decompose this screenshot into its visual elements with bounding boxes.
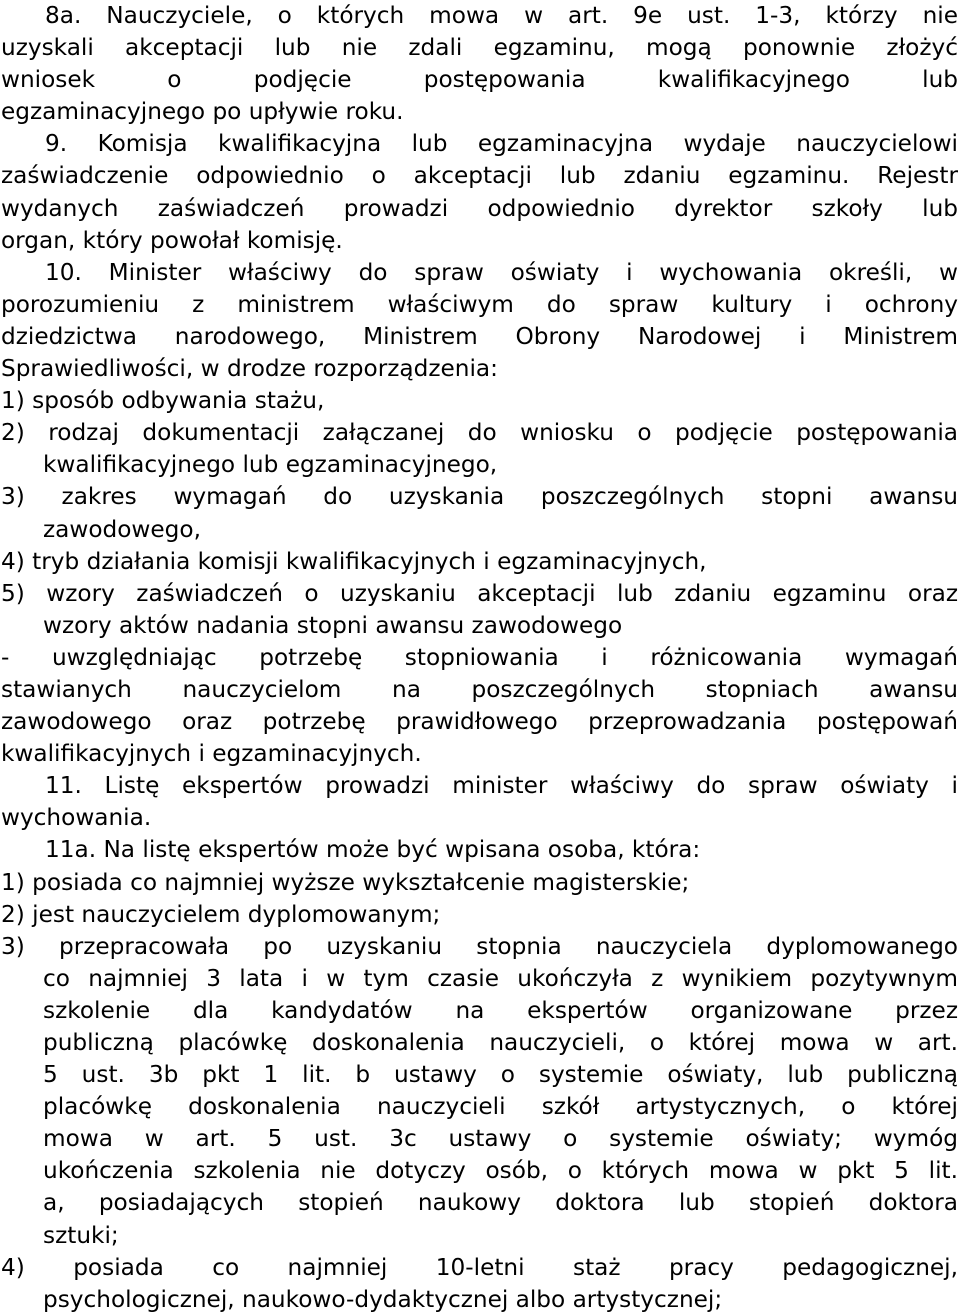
text-line: organ, który powołał komisję. [1, 226, 343, 254]
text-line: Sprawiedliwości, w drodze rozporządzenia: [1, 355, 498, 383]
text-line: wychowania. [1, 804, 152, 832]
text-line: wzory aktów nadania stopni awansu zawodowego [43, 611, 623, 639]
text-line: wniosek o podjęcie postępowania kwalifikacyjnego lub [1, 66, 958, 94]
text-line: kwalifikacyjnych i egzaminacyjnych. [1, 740, 422, 768]
text-line: 3) przepracowała po uzyskaniu stopnia nauczyciela dyplomowanego [1, 932, 958, 960]
text-line: wydanych zaświadczeń prowadzi odpowiednio dyrektor szkoły lub [1, 194, 958, 222]
text-line: a, posiadających stopień naukowy doktora lub stopień doktora [43, 1189, 958, 1217]
text-line: 5 ust. 3b pkt 1 lit. b ustawy o systemie oświaty, lub publiczną [43, 1061, 958, 1089]
text-line: 4) tryb działania komisji kwalifikacyjnych i egzaminacyjnych, [1, 547, 707, 575]
text-line: 11a. Na listę ekspertów może być wpisana osoba, która: [45, 836, 701, 864]
text-line: uzyskali akceptacji lub nie zdali egzaminu, mogą ponownie złożyć [1, 34, 958, 62]
text-line: 4) posiada co najmniej 10-letni staż pracy pedagogicznej, [1, 1253, 958, 1281]
text-line: zawodowego oraz potrzebę prawidłowego przeprowadzania postępowań [1, 708, 958, 736]
text-line: 1) posiada co najmniej wyższe wykształcenie magisterskie; [1, 868, 690, 896]
text-line: 8a. Nauczyciele, o których mowa w art. 9e ust. 1-3, którzy nie [45, 2, 958, 29]
text-line: zaświadczenie odpowiednio o akceptacji lub zdaniu egzaminu. Rejestr [1, 162, 958, 190]
text-line: 3) zakres wymagań do uzyskania poszczególnych stopni awansu [1, 483, 958, 511]
text-line: ukończenia szkolenia nie dotyczy osób, o których mowa w pkt 5 lit. [43, 1157, 958, 1185]
text-line: publiczną placówkę doskonalenia nauczycieli, o której mowa w art. [43, 1029, 958, 1056]
text-line: 2) rodzaj dokumentacji załączanej do wniosku o podjęcie postępowania [1, 419, 958, 447]
text-line: 5) wzory zaświadczeń o uzyskaniu akceptacji lub zdaniu egzaminu oraz [1, 579, 958, 607]
text-line: mowa w art. 5 ust. 3c ustawy o systemie oświaty; wymóg [43, 1125, 958, 1153]
text-line: egzaminacyjnego po upływie roku. [1, 98, 404, 126]
text-line: sztuki; [43, 1221, 119, 1249]
text-line: 10. Minister właściwy do spraw oświaty i wychowania określi, w [45, 258, 958, 286]
text-line: zawodowego, [43, 515, 201, 543]
text-line: stawianych nauczycielom na poszczególnych stopniach awansu [1, 675, 958, 703]
text-line: placówkę doskonalenia nauczycieli szkół artystycznych, o której [43, 1093, 958, 1121]
text-line: 2) jest nauczycielem dyplomowanym; [1, 900, 441, 928]
text-line: 1) sposób odbywania stażu, [1, 387, 325, 415]
text-line: dziedzictwa narodowego, Ministrem Obrony Narodowej i Ministrem [1, 322, 958, 350]
text-line: 9. Komisja kwalifikacyjna lub egzaminacyjna wydaje nauczycielowi [45, 130, 958, 158]
text-line: szkolenie dla kandydatów na ekspertów organizowane przez [43, 996, 958, 1024]
text-line: - uwzględniając potrzebę stopniowania i różnicowania wymagań [1, 643, 958, 671]
text-line: porozumieniu z ministrem właściwym do spraw kultury i ochrony [1, 290, 958, 318]
text-line: co najmniej 3 lata i w tym czasie ukończyła z wynikiem pozytywnym [43, 964, 958, 992]
text-line: 11. Listę ekspertów prowadzi minister właściwy do spraw oświaty i [45, 772, 958, 800]
text-line: kwalifikacyjnego lub egzaminacyjnego, [43, 451, 498, 479]
text-line: psychologicznej, naukowo-dydaktycznej albo artystycznej; [43, 1285, 723, 1313]
